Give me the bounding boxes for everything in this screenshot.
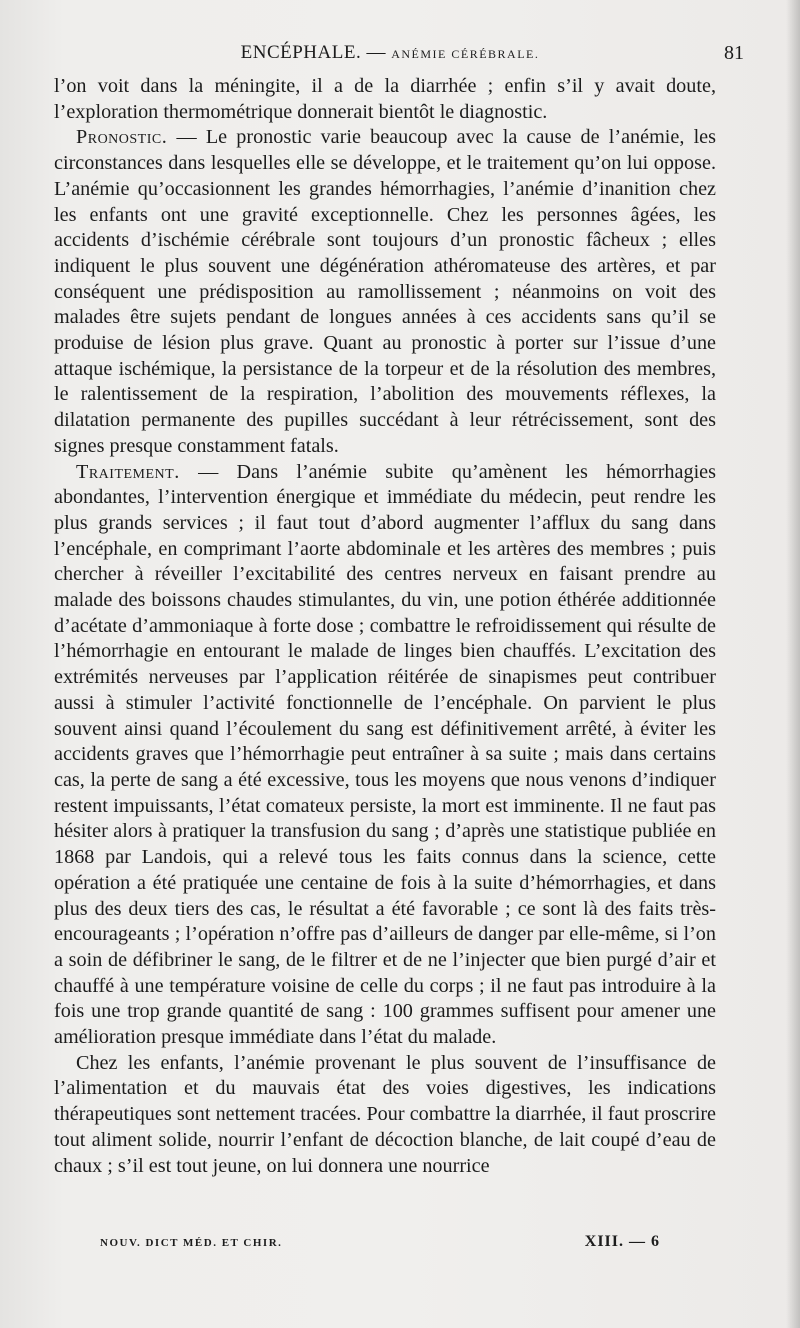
paragraph-pronostic [54,125,716,459]
page-footer [100,1233,660,1257]
body-text [54,74,716,1179]
paragraph-continuation [54,74,716,125]
page-edge-shadow [786,0,800,1328]
header-title: ENCÉPHALE. [240,42,362,63]
paragraph-enfants [54,1051,716,1180]
paragraph-text: — Le pronostic varie beaucoup avec la cause de l’anémie, les circonstances dans lesquelles elle se développe, et le traitement qu’on lui oppose. L’anémie qu’occasionnent les grandes hémorrhagies, l’anémie d’inanition chez les enfants ont une gravité exceptionnelle. Chez les personnes âgées, les accidents d’ischémie cérébrale sont toujours d’un pronostic fâcheux ; elles indiquent le plus souvent une dégénération athéromateuse des artères, et par conséquent une prédisposition au ramollissement ; néanmoins on voit des malades être sujets pendant de longues années à ces accidents sans qu’il se produise de lésion plus grave. Quant au pronostic à porter sur l’issue d’une attaque ischémique, la persistance de la torpeur et de la résolution des membres, le ralentissement de la respiration, l’abolition des mouvements réflexes, la dilatation permanente des pupilles succédant à leur rétrécissement, sont des signes presque constamment fatals. [54,126,716,457]
paragraph-traitement [54,460,716,1051]
section-heading-pronostic: Pronostic. [76,126,168,149]
section-heading-traitement: Traitement. [76,460,180,483]
footer-volume: XIII. — 6 [584,1233,660,1250]
paragraph-text: l’on voit dans la méningite, il a de la diarrhée ; enfin s’il y avait doute, l’exploration thermométrique donnerait bientôt le diagnostic. [54,75,716,123]
paragraph-text: — Dans l’anémie subite qu’amènent les hémorrhagies abondantes, l’intervention énergique et immédiate du médecin, peut rendre les plus grands services ; il faut tout d’abord augmenter l’afflux du sang dans l’encéphale, en comprimant l’aorte abdominale et les artères des membres ; puis chercher à réveiller l’excitabilité des centres nerveux en faisant prendre au malade des boissons chaudes stimulantes, du vin, une potion éthérée additionnée d’acétate d’ammoniaque à forte dose ; combattre le refroidissement qui résulte de l’hémorrhagie en entourant le malade de linges bien chauffés. L’excitation des extrémités nerveuses par l’application réitérée de sinapismes peut contribuer aussi à stimuler l’activité fonctionnelle de l’encéphale. On parvient le plus souvent ainsi quand l’écoulement du sang est définitivement arrêté, à éviter les accidents graves que l’hémorrhagie peut entraîner à sa suite ; mais dans certains cas, la perte de sang a été excessive, tous les moyens que nous venons d’indiquer restent impuissants, l’état comateux persiste, la mort est imminente. Il ne faut pas hésiter alors à pratiquer la transfusion du sang ; d’après une statistique publiée en 1868 par Landois, qui a relevé tous les faits connus dans la science, cette opération a été pratiquée une centaine de fois à la suite d’hémorrhagies, et dans plus des deux tiers des cas, le résultat a été favorable ; ce sont là des faits très-encourageants ; l’opération n’offre pas d’ailleurs de danger par elle-même, si l’on a soin de défibriner le sang, de le filtrer et de ne l’injecter que bien purgé d’air et chauffé à une température voisine de celle du corps ; il ne faut pas introduire à la fois une trop grande quantité de sang : 100 grammes suffisent pour amener une amélioration presque immédiate dans l’état du malade. [54,460,716,1049]
paragraph-text: Chez les enfants, l’anémie provenant le plus souvent de l’insuffisance de l’alimentation et du mauvais état des voies digestives, les indications thérapeutiques sont nettement tracées. Pour combattre la diarrhée, il faut proscrire tout aliment solide, nourrir l’enfant de décoction blanche, de lait coupé d’eau de chaux ; s’il est tout jeune, on lui donnera une nourrice [54,1051,716,1177]
running-head-title [40,42,740,64]
header-subtitle: ANÉMIE CÉRÉBRALE. [391,47,540,61]
running-head [40,38,744,68]
footer-signature: NOUV. DICT MÉD. ET CHIR. [100,1237,283,1249]
header-separator: — [366,42,386,63]
page-number: 81 [724,42,744,64]
